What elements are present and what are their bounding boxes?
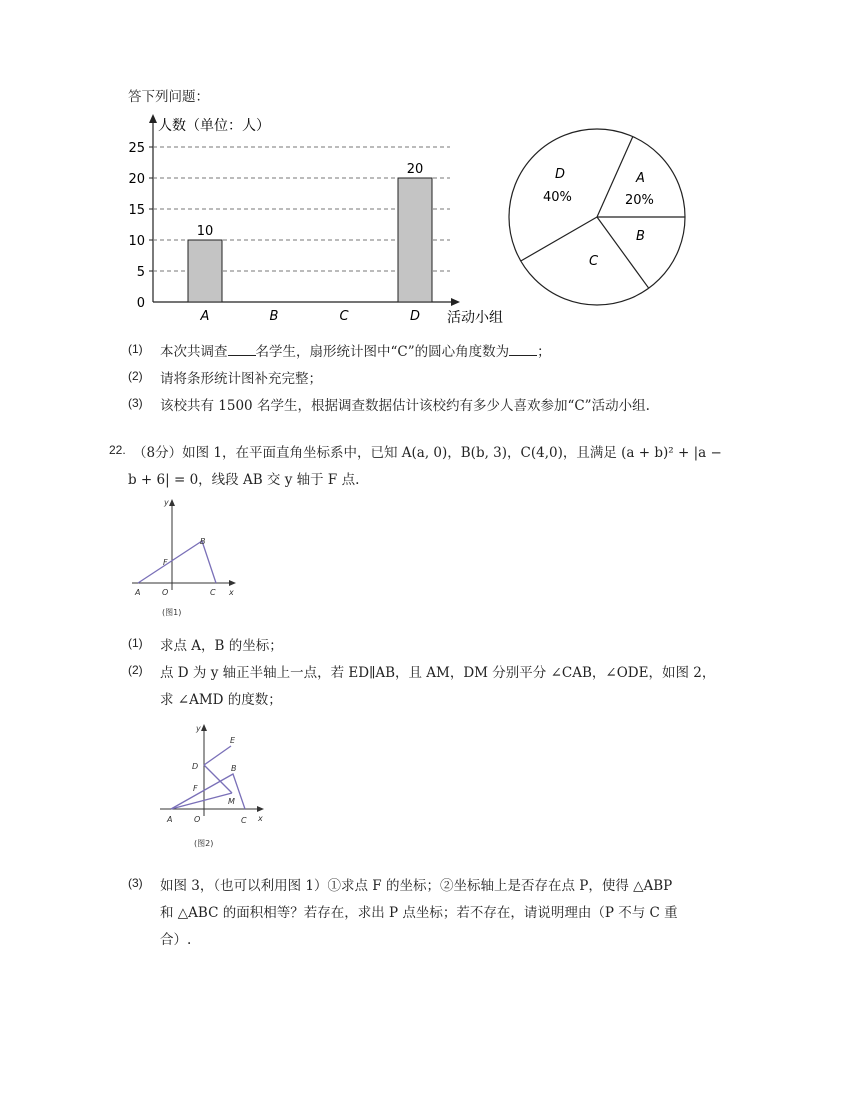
fig1-x-arrow xyxy=(229,580,236,586)
figure-1 xyxy=(128,495,248,625)
fig1-label-f: F xyxy=(163,558,168,567)
bar-chart-y-tick-label: 20 xyxy=(128,172,145,187)
figure-2 xyxy=(155,718,275,853)
bar-chart xyxy=(120,110,520,330)
answer-blank[interactable] xyxy=(509,343,537,356)
fig2-label-c: C xyxy=(241,816,247,825)
answer-blank[interactable] xyxy=(228,343,256,356)
fig1-label-o: O xyxy=(162,588,169,597)
q21-item1-text: 本次共调查 名学生，扇形统计图中“C”的圆心角度数为 ； xyxy=(160,344,551,360)
fig2-label-o: O xyxy=(194,815,201,824)
pie-pct-d: 40% xyxy=(543,190,572,205)
q22-item2-text2: 求 ∠AMD 的度数； xyxy=(160,692,282,708)
bar-chart-ylabel: 人数（单位：人） xyxy=(158,118,270,134)
pie-label-a: A xyxy=(636,171,645,186)
bar-value-label: 20 xyxy=(406,162,424,177)
bar-d xyxy=(398,178,432,302)
q22-item3-text3: 合）. xyxy=(160,932,192,948)
bar-chart-y-tick-label: 10 xyxy=(128,234,145,249)
q21-item3-text: 该校共有 1500 名学生，根据调查数据估计该校约有多少人喜欢参加“C”活动小组. xyxy=(160,398,650,414)
bar-category-label: C xyxy=(339,309,349,324)
bar-chart-y-tick-label: 25 xyxy=(128,141,145,156)
bar-chart-y-tick-label: 5 xyxy=(136,265,145,280)
bar-category-label: B xyxy=(269,309,279,324)
q22-item3-num: (3) xyxy=(128,876,143,890)
fig1-label-y: y xyxy=(164,498,169,507)
bar-a xyxy=(188,240,222,302)
pie-label-b: B xyxy=(636,229,645,244)
fig2-segment-dm xyxy=(204,765,232,793)
fig1-label-a: A xyxy=(135,588,141,597)
intro-text: 答下列问题： xyxy=(128,89,209,105)
q22-item3-text2: 和 △ABC 的面积相等？若存在，求出 P 点坐标；若不存在，请说明理由（P 不与 C 重 xyxy=(160,905,678,921)
fig2-label-d: D xyxy=(192,762,199,771)
fig1-label-c: C xyxy=(210,588,216,597)
fig2-label-y: y xyxy=(196,724,201,733)
pie-label-c: C xyxy=(589,254,599,269)
bar-chart-y-arrow xyxy=(149,114,157,123)
fig2-label-m: M xyxy=(228,797,235,806)
bar-chart-y-tick-label: 15 xyxy=(128,203,145,218)
q22-item1-num: (1) xyxy=(128,636,143,650)
q21-item2-text: 请将条形统计图补充完整； xyxy=(160,371,322,387)
bar-category-label: D xyxy=(409,309,421,324)
q21-item1-num: (1) xyxy=(128,342,143,356)
q22-item1-text: 求点 A，B 的坐标； xyxy=(160,638,283,654)
pie-pct-a: 20% xyxy=(625,193,654,208)
fig1-caption: (图1) xyxy=(162,608,182,617)
bar-chart-x-arrow xyxy=(451,298,460,306)
bar-chart-xlabel: 活动小组 xyxy=(447,310,503,326)
fig1-triangle xyxy=(138,541,216,583)
fig1-label-x: x xyxy=(229,588,234,597)
fig1-label-b: B xyxy=(200,537,206,546)
pie-chart xyxy=(505,118,695,308)
fig2-label-a: A xyxy=(167,815,173,824)
fig2-caption: (图2) xyxy=(194,839,214,848)
fig2-segment-am xyxy=(171,793,232,809)
q21-item2-num: (2) xyxy=(128,369,143,383)
fig1-y-arrow xyxy=(169,499,175,506)
fig2-label-x: x xyxy=(258,814,263,823)
fig2-y-arrow xyxy=(201,724,207,731)
q22-stem-line1: （8分）如图 1，在平面直角坐标系中，已知 A(a, 0)，B(b, 3)，C(4,0)，且满足 (a + b)² + |a − xyxy=(133,445,722,461)
fig2-segment-de xyxy=(204,746,231,765)
bar-value-label: 10 xyxy=(196,224,214,239)
q22-number: 22. xyxy=(109,443,126,457)
fig2-label-b: B xyxy=(231,764,237,773)
fig2-label-f: F xyxy=(193,784,198,793)
bar-chart-y-tick-label: 0 xyxy=(136,296,145,311)
q22-item3-text1: 如图 3，（也可以利用图 1）①求点 F 的坐标；②坐标轴上是否存在点 P，使得 △ABP xyxy=(160,878,673,894)
q22-stem-line2: b + 6| = 0，线段 AB 交 y 轴于 F 点. xyxy=(128,472,360,488)
q22-item2-text1: 点 D 为 y 轴正半轴上一点，若 ED∥AB，且 AM，DM 分别平分 ∠CAB，∠ODE，如图 2， xyxy=(160,665,716,681)
bar-category-label: A xyxy=(200,309,210,324)
fig2-x-arrow xyxy=(257,806,264,812)
pie-label-d: D xyxy=(555,167,566,182)
q22-item2-num: (2) xyxy=(128,663,143,677)
fig2-label-e: E xyxy=(230,736,236,745)
q21-item3-num: (3) xyxy=(128,396,143,410)
